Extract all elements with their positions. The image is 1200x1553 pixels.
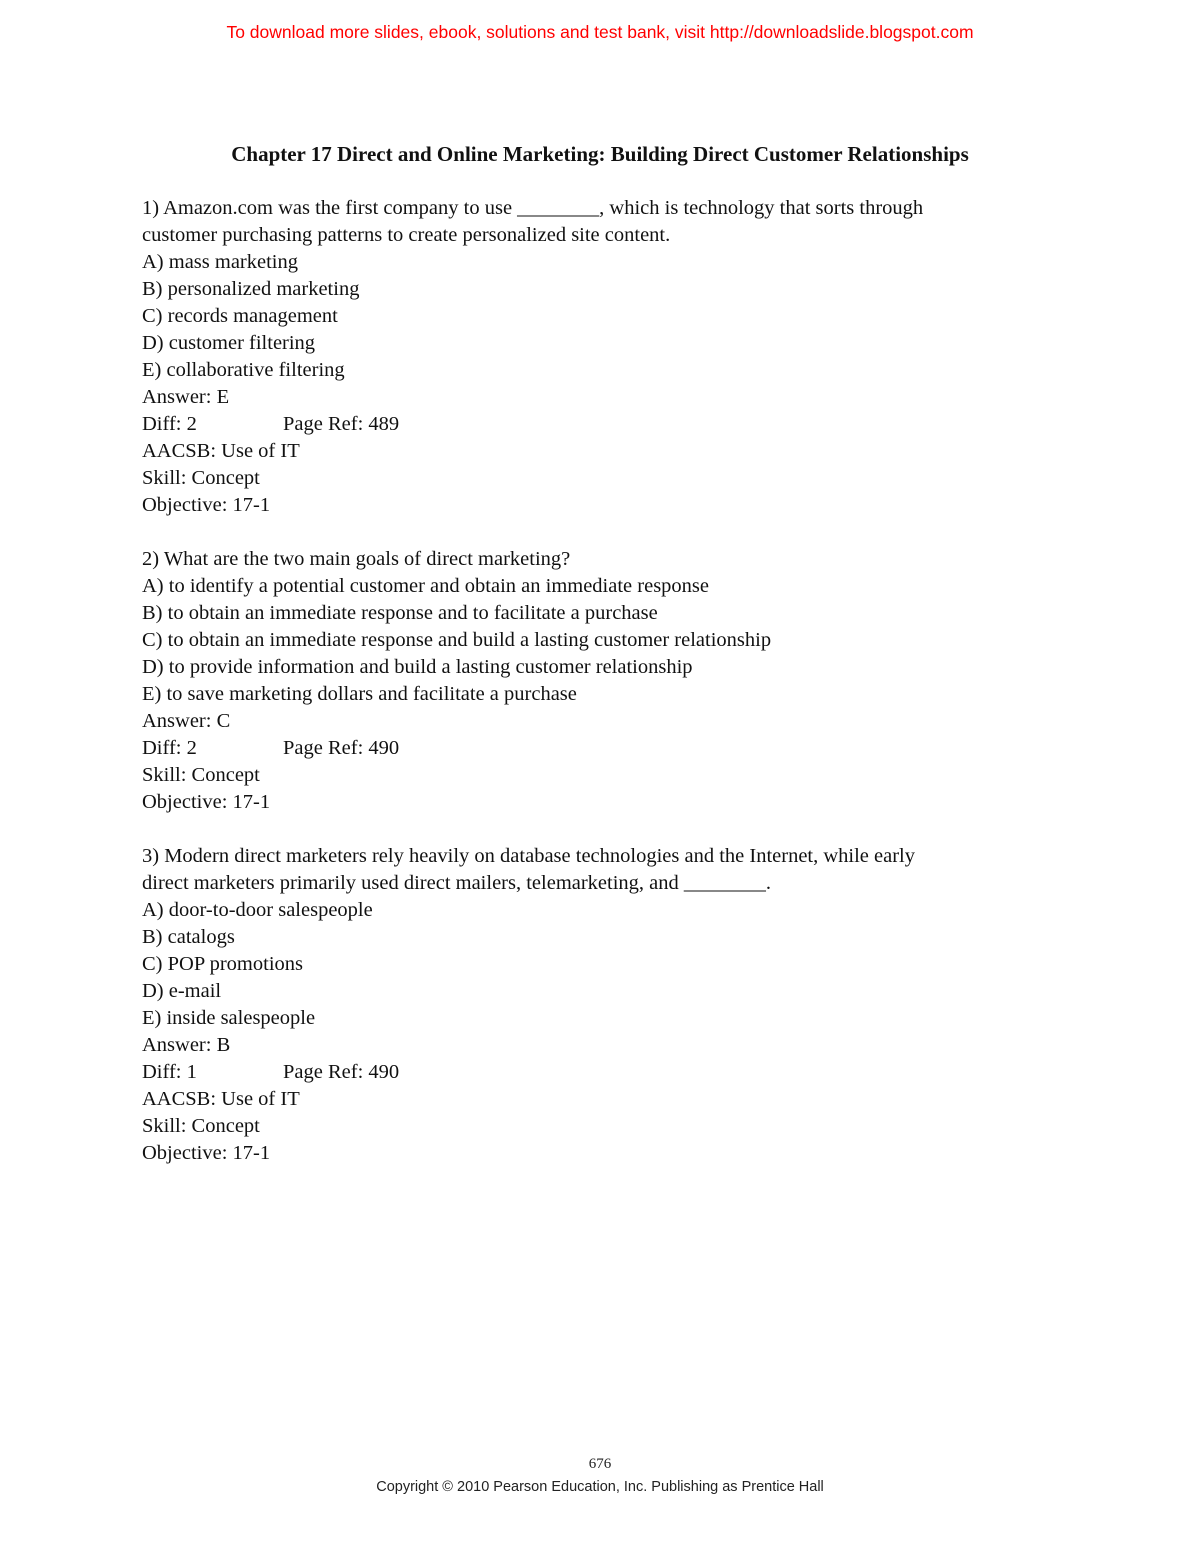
question-stem-line: 3) Modern direct marketers rely heavily on database technologies and the Internet, while early [142,845,916,867]
page-reference: Page Ref: 490 [283,737,400,759]
answer-option-a: A) door-to-door salespeople [142,899,373,921]
objective-tag: Objective: 17-1 [142,494,271,516]
difficulty: Diff: 2 [142,413,197,435]
skill-tag: Skill: Concept [142,764,260,786]
answer-option-e: E) to save marketing dollars and facilitate a purchase [142,683,577,705]
answer-option-b: B) to obtain an immediate response and to facilitate a purchase [142,602,658,624]
question-stem-line: 2) What are the two main goals of direct marketing? [142,548,571,570]
question-2 [142,546,1072,816]
objective-tag: Objective: 17-1 [142,791,271,813]
skill-tag: Skill: Concept [142,467,260,489]
download-banner-link[interactable]: To download more slides, ebook, solutions and test bank, visit http://downloadslide.blogspot.com [226,22,974,42]
aacsb-tag: AACSB: Use of IT [142,440,300,462]
answer-option-e: E) collaborative filtering [142,359,345,381]
answer-option-a: A) mass marketing [142,251,298,273]
question-stem-line: customer purchasing patterns to create personalized site content. [142,224,671,246]
answer-option-d: D) e-mail [142,980,222,1002]
question-stem-line: direct marketers primarily used direct mailers, telemarketing, and ________. [142,872,772,894]
answer-option-c: C) records management [142,305,338,327]
difficulty: Diff: 1 [142,1061,197,1083]
answer-option-b: B) personalized marketing [142,278,360,300]
question-1 [142,195,1072,519]
question-stem-line: 1) Amazon.com was the first company to use ________, which is technology that sorts through [142,197,924,219]
difficulty-row [142,735,1072,762]
difficulty: Diff: 2 [142,737,197,759]
answer-key: Answer: B [142,1034,231,1056]
answer-option-a: A) to identify a potential customer and obtain an immediate response [142,575,710,597]
answer-key: Answer: E [142,386,230,408]
difficulty-row [142,411,1072,438]
aacsb-tag: AACSB: Use of IT [142,1088,300,1110]
answer-option-d: D) to provide information and build a lasting customer relationship [142,656,693,678]
page-number: 676 [588,1456,612,1472]
page-reference: Page Ref: 489 [283,413,400,435]
page-reference: Page Ref: 490 [283,1061,400,1083]
difficulty-row [142,1059,1072,1086]
answer-option-d: D) customer filtering [142,332,316,354]
objective-tag: Objective: 17-1 [142,1142,271,1164]
question-list [142,195,1072,1194]
chapter-title: Chapter 17 Direct and Online Marketing: Building Direct Customer Relationships [231,142,969,166]
answer-option-c: C) to obtain an immediate response and build a lasting customer relationship [142,629,772,651]
answer-option-c: C) POP promotions [142,953,303,975]
answer-key: Answer: C [142,710,231,732]
answer-option-b: B) catalogs [142,926,235,948]
question-3 [142,843,1072,1167]
skill-tag: Skill: Concept [142,1115,260,1137]
copyright-notice: Copyright © 2010 Pearson Education, Inc. Publishing as Prentice Hall [376,1479,824,1495]
answer-option-e: E) inside salespeople [142,1007,316,1029]
